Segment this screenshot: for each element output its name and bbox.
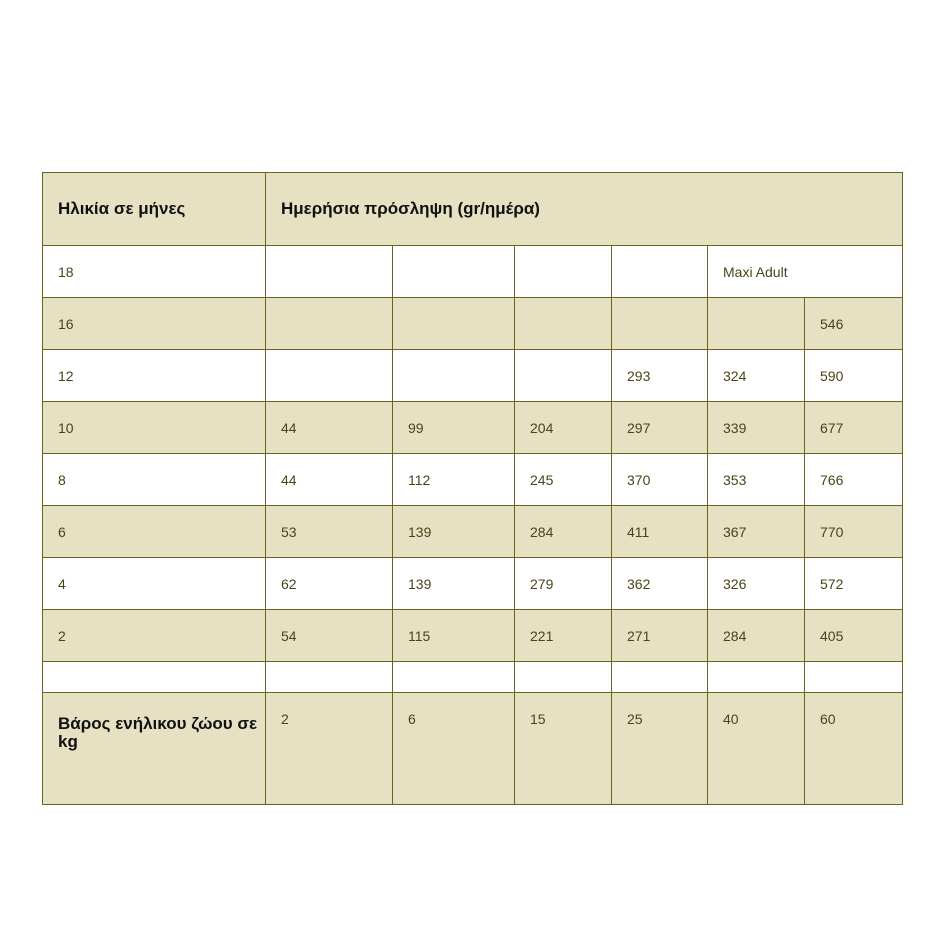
table-header-row xyxy=(43,173,903,246)
value-cell xyxy=(393,350,515,402)
value-cell: 44 xyxy=(266,402,393,454)
empty-cell xyxy=(805,662,903,693)
empty-cell xyxy=(43,662,266,693)
age-cell: 12 xyxy=(43,350,266,402)
empty-cell xyxy=(708,662,805,693)
age-cell: 6 xyxy=(43,506,266,558)
value-cell: 590 xyxy=(805,350,903,402)
value-cell xyxy=(266,350,393,402)
table-row xyxy=(43,246,903,298)
value-cell xyxy=(515,350,612,402)
age-cell: 2 xyxy=(43,610,266,662)
value-cell: 112 xyxy=(393,454,515,506)
value-cell xyxy=(266,298,393,350)
value-cell: 362 xyxy=(612,558,708,610)
value-cell: 204 xyxy=(515,402,612,454)
age-cell: 16 xyxy=(43,298,266,350)
table-row xyxy=(43,350,903,402)
value-cell xyxy=(393,246,515,298)
value-cell xyxy=(515,298,612,350)
value-cell: 405 xyxy=(805,610,903,662)
value-cell xyxy=(515,246,612,298)
empty-cell xyxy=(393,662,515,693)
value-cell xyxy=(266,246,393,298)
weight-cell: 40 xyxy=(708,693,805,805)
value-cell xyxy=(708,298,805,350)
age-cell: 18 xyxy=(43,246,266,298)
spacer-row xyxy=(43,662,903,693)
value-cell: 411 xyxy=(612,506,708,558)
weight-cell: 2 xyxy=(266,693,393,805)
value-cell: 370 xyxy=(612,454,708,506)
empty-cell xyxy=(515,662,612,693)
table-row xyxy=(43,298,903,350)
table-row xyxy=(43,454,903,506)
table-row xyxy=(43,506,903,558)
weight-cell: 15 xyxy=(515,693,612,805)
weight-label: Βάρος ενήλικου ζώου σε kg xyxy=(43,693,266,805)
value-cell xyxy=(612,298,708,350)
value-cell: 326 xyxy=(708,558,805,610)
value-cell: 546 xyxy=(805,298,903,350)
value-cell: 279 xyxy=(515,558,612,610)
value-cell: 245 xyxy=(515,454,612,506)
value-cell: 53 xyxy=(266,506,393,558)
weight-row xyxy=(43,693,903,805)
table-row xyxy=(43,558,903,610)
value-cell: 339 xyxy=(708,402,805,454)
value-cell: 293 xyxy=(612,350,708,402)
value-cell: 115 xyxy=(393,610,515,662)
intake-header: Ημερήσια πρόσληψη (gr/ημέρα) xyxy=(266,173,903,246)
value-cell: 271 xyxy=(612,610,708,662)
value-cell: 99 xyxy=(393,402,515,454)
empty-cell xyxy=(612,662,708,693)
weight-cell: 60 xyxy=(805,693,903,805)
value-cell: 54 xyxy=(266,610,393,662)
value-cell: 770 xyxy=(805,506,903,558)
value-cell: 62 xyxy=(266,558,393,610)
value-cell: 284 xyxy=(708,610,805,662)
value-cell: 284 xyxy=(515,506,612,558)
feeding-table-container xyxy=(42,172,903,805)
age-cell: 4 xyxy=(43,558,266,610)
weight-cell: 25 xyxy=(612,693,708,805)
value-cell: 353 xyxy=(708,454,805,506)
table-row xyxy=(43,610,903,662)
value-cell: 139 xyxy=(393,506,515,558)
value-cell: 766 xyxy=(805,454,903,506)
value-cell: 367 xyxy=(708,506,805,558)
value-cell: 572 xyxy=(805,558,903,610)
weight-cell: 6 xyxy=(393,693,515,805)
feeding-table xyxy=(42,172,903,805)
value-cell: 221 xyxy=(515,610,612,662)
value-cell: 139 xyxy=(393,558,515,610)
age-cell: 10 xyxy=(43,402,266,454)
table-row xyxy=(43,402,903,454)
age-cell: 8 xyxy=(43,454,266,506)
value-cell xyxy=(612,246,708,298)
value-cell: 297 xyxy=(612,402,708,454)
value-cell xyxy=(393,298,515,350)
value-cell: 44 xyxy=(266,454,393,506)
empty-cell xyxy=(266,662,393,693)
value-cell: 677 xyxy=(805,402,903,454)
value-cell: 324 xyxy=(708,350,805,402)
product-name-cell: Maxi Adult xyxy=(708,246,903,298)
age-header: Ηλικία σε μήνες xyxy=(43,173,266,246)
